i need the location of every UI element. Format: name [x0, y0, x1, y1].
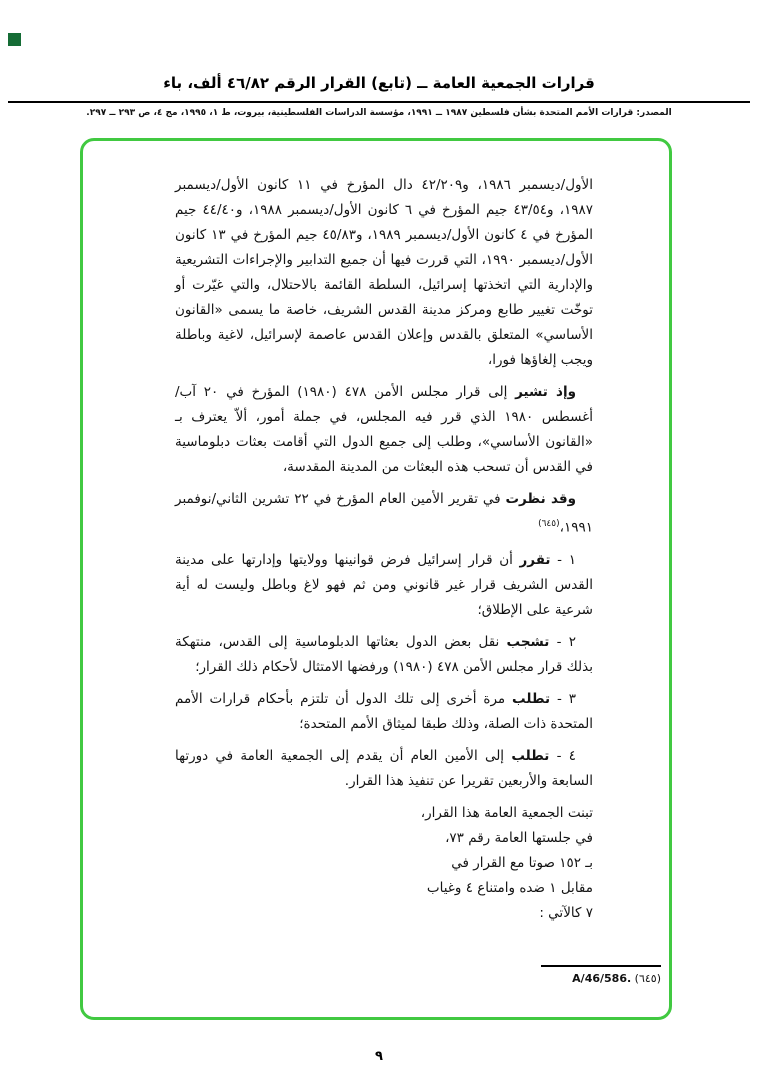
corner-marker — [8, 33, 21, 46]
lead-word: تطلب — [512, 690, 551, 707]
adoption-line: تبنت الجمعية العامة هذا القرار، — [420, 804, 593, 821]
page-title: قرارات الجمعية العامة ــ (تابع) القرار الرقم ٤٦/٨٢ ألف، باء — [163, 74, 595, 92]
lead-word: تشجب — [506, 633, 550, 650]
lead-word: وإذ تشير — [515, 384, 576, 400]
source-line: المصدر: قرارات الأمم المتحدة بشأن فلسطين ١٩٨٧ ــ ١٩٩١، مؤسسة الدراسات الفلسطينية، بيروت، ط ١، ١٩٩٥، مج ٤، ص ٢٩٣ ــ ٢٩٧. — [86, 108, 672, 118]
header-divider — [8, 101, 750, 103]
paragraph-text: مرة أخرى إلى تلك الدول أن تلتزم بأحكام قرارات الأمم المتحدة ذات الصلة، وذلك طبقا لميثاق الأمم المتحدة؛ — [175, 690, 593, 732]
paragraph-preamble-considered — [175, 487, 593, 541]
adoption-note — [175, 801, 593, 926]
adoption-line: مقابل ١ ضده وامتناع ٤ وغياب — [426, 879, 593, 896]
footnote-block — [541, 965, 661, 985]
document-reference: A/46/586. — [572, 972, 632, 985]
paragraph-text: أن قرار إسرائيل فرض قوانينها وولايتها وإدارتها على مدينة القدس الشريف قرار غير قانوني ومن ثم فهو لاغ وباطل وليست له أية شرعية على الإطلاق؛ — [175, 551, 593, 618]
content-frame — [80, 138, 672, 1020]
item-number: ٤ - — [549, 747, 576, 764]
paragraph-text: في تقرير الأمين العام المؤرخ في ٢٢ تشرين الثاني/نوفمبر ١٩٩١، — [175, 491, 593, 536]
footnote-number: (٦٤٥) — [634, 972, 661, 985]
operative-paragraph-3 — [175, 687, 593, 737]
paragraph-preamble-recall — [175, 380, 593, 480]
operative-paragraph-2 — [175, 630, 593, 680]
item-number: ١ - — [550, 551, 576, 568]
operative-paragraph-4 — [175, 744, 593, 794]
lead-word: تقرر — [519, 551, 551, 568]
adoption-line: بـ ١٥٢ صوتا مع القرار في — [451, 854, 593, 871]
resolution-text — [175, 173, 593, 926]
operative-paragraph-1 — [175, 548, 593, 623]
paragraph-text: إلى الأمين العام أن يقدم إلى الجمعية العامة في دورتها السابعة والأربعين تقريرا عن تنفيذ هذا القرار. — [175, 747, 593, 789]
lead-word: وقد نظرت — [505, 491, 576, 507]
paragraph-text: نقل بعض الدول بعثاتها الدبلوماسية إلى القدس، منتهكة بذلك قرار مجلس الأمن ٤٧٨ (١٩٨٠) ورفضها الامتثال لأحكام ذلك القرار؛ — [175, 633, 593, 675]
adoption-line: في جلستها العامة رقم ٧٣، — [445, 829, 593, 846]
paragraph-continuation — [175, 173, 593, 373]
adoption-line: ٧ كالآتي : — [539, 904, 593, 921]
paragraph-text: الأول/ديسمبر ١٩٨٦، و٤٢/٢٠٩ دال المؤرخ في ١١ كانون الأول/ديسمبر ١٩٨٧، و٤٣/٥٤ جيم المؤرخ في ٦ كانون الأول/ديسمبر ١٩٨٨، و٤٤/٤٠ جيم المؤرخ في ٤ كانون الأول/ديسمبر ١٩٨٩، و٤٥/٨٣ جيم المؤرخ في ١٣ كانون الأول/ديسمبر ١٩٩٠، التي قررت فيها أن جميع التدابير والإجراءات التشريعية والإدارية التي اتخذتها إسرائيل، السلطة القائمة بالاحتلال، والتي غيّرت أو توخّت تغيير طابع ومركز مدينة القدس الشريف، خاصة ما يسمى «القانون الأساسي» المتعلق بالقدس وإعلان القدس عاصمة لإسرائيل، لاغية وباطلة ويجب إلغاؤها فورا، — [175, 177, 593, 368]
item-number: ٣ - — [550, 690, 576, 707]
lead-word: تطلب — [511, 747, 550, 764]
footnote-marker: (٦٤٥) — [538, 519, 560, 529]
page-number: ٩ — [375, 1049, 383, 1064]
item-number: ٢ - — [549, 633, 576, 650]
paragraph-text: إلى قرار مجلس الأمن ٤٧٨ (١٩٨٠) المؤرخ في ٢٠ آب/أغسطس ١٩٨٠ الذي قرر فيه المجلس، في جملة أمور، ألاّ يعترف بـ «القانون الأساسي»، وطلب إلى جميع الدول التي أقامت بعثات دبلوماسية في القدس أن تسحب هذه البعثات من المدينة المقدسة، — [175, 384, 593, 475]
